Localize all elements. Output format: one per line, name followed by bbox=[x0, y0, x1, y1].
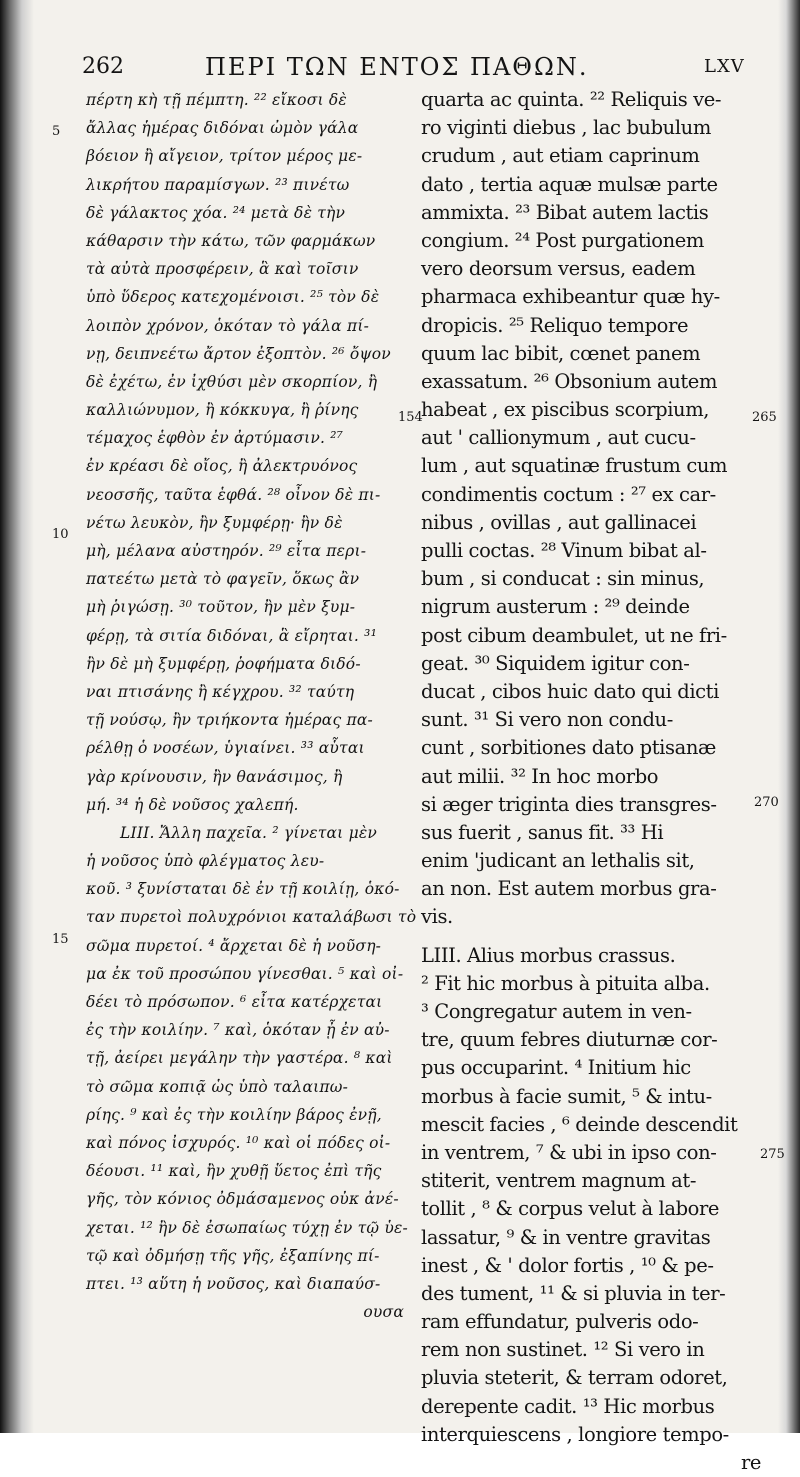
latin-line: pharmaca exhibeantur quæ hy- bbox=[421, 285, 720, 309]
latin-line: quarta ac quinta. ²² Reliquis ve- bbox=[421, 88, 722, 111]
latin-line: dropicis. ²⁵ Reliquo tempore bbox=[421, 313, 689, 337]
latin-line: lum , aut squatinæ frustum cum bbox=[421, 454, 728, 478]
latin-line: dato , tertia aquæ mulsæ parte bbox=[421, 172, 718, 196]
greek-catchword: ουσα bbox=[363, 1303, 404, 1322]
greek-line: μὴ, μέλανα αὐστηρόν. ²⁹ εἶτα περι- bbox=[86, 542, 367, 560]
latin-line: stiterit, ventrem magnum at- bbox=[421, 1169, 697, 1193]
greek-line: λικρήτου παραμίσγων. ²³ πινέτω bbox=[86, 175, 350, 194]
greek-line: νεοσσῆς, ταῦτα ἑφθά. ²⁸ οἶνον δὲ πι- bbox=[86, 485, 381, 504]
latin-line: condimentis coctum : ²⁷ ex car- bbox=[421, 482, 716, 506]
greek-line: νῃ, δειπνεέτω ἄρτον ἐξοπτὸν. ²⁶ ὄψον bbox=[86, 344, 391, 363]
latin-line: aut milii. ³² In hoc morbo bbox=[421, 764, 659, 788]
greek-line: γῆς, τὸν κόνιος ὀδμάσαμενος οὐκ ἀνέ- bbox=[86, 1190, 399, 1209]
greek-line: δέει τὸ πρόσωπον. ⁶ εἶτα κατέρχεται bbox=[86, 993, 383, 1011]
greek-line: δὲ ἐχέτω, ἐν ἰχθύσι μὲν σκορπίον, ἢ bbox=[86, 372, 378, 391]
greek-line: ἄλλας ἡμέρας διδόναι ὠμὸν γάλα bbox=[86, 119, 359, 138]
latin-line: vero deorsum versus, eadem bbox=[421, 257, 696, 281]
latin-line: inest , & ' dolor fortis , ¹⁰ & pe- bbox=[421, 1253, 714, 1277]
latin-margin-reference: 265 bbox=[752, 410, 777, 425]
greek-line: καὶ πόνος ἰσχυρός. ¹⁰ καὶ οἱ πόδες οἰ- bbox=[86, 1133, 391, 1152]
greek-line: χεται. ¹² ἢν δὲ ἐσωπαίως τύχῃ ἐν τῷ ὑε- bbox=[86, 1218, 408, 1237]
latin-line: des tument, ¹¹ & si pluvia in ter- bbox=[421, 1281, 726, 1305]
greek-line: βόειον ἢ αἴγειον, τρίτον μέρος με- bbox=[86, 147, 363, 166]
latin-line: pus occuparint. ⁴ Initium hic bbox=[421, 1056, 691, 1080]
latin-line: habeat , ex piscibus scorpium, bbox=[421, 398, 710, 422]
latin-line: enim 'judicant an lethalis sit, bbox=[421, 849, 695, 873]
latin-line: bum , si conducat : sin minus, bbox=[421, 567, 705, 591]
latin-line: pulli coctas. ²⁸ Vinum bibat al- bbox=[421, 539, 707, 562]
greek-line: δὲ γάλακτος χόα. ²⁴ μετὰ δὲ τὴν bbox=[86, 203, 346, 222]
greek-line: κοῦ. ³ ξυνίσταται δὲ ἐν τῇ κοιλίῃ, ὁκό- bbox=[86, 880, 400, 899]
latin-line: rem non sustinet. ¹² Si vero in bbox=[421, 1338, 705, 1362]
latin-text-column bbox=[421, 86, 761, 1477]
latin-line: vis. bbox=[421, 905, 453, 929]
latin-section-heading: LIII. Alius morbus crassus. bbox=[421, 943, 676, 967]
greek-line: ὑπὸ ὕδερος κατεχομένοισι. ²⁵ τὸν δὲ bbox=[86, 288, 380, 307]
latin-margin-reference: 275 bbox=[760, 1147, 785, 1162]
greek-line: ἐν κρέασι δὲ οἴος, ἢ ἀλεκτρυόνος bbox=[86, 457, 358, 476]
latin-line: nigrum austerum : ²⁹ deinde bbox=[421, 595, 690, 619]
latin-margin-reference: 270 bbox=[754, 795, 779, 810]
greek-line: ρέλθῃ ὁ νοσέων, ὑγιαίνει. ³³ αὗται bbox=[86, 739, 365, 758]
latin-line: post cibum deambulet, ut ne fri- bbox=[421, 623, 727, 647]
greek-line: τέμαχος ἑφθὸν ἐν ἀρτύμασιν. ²⁷ bbox=[86, 429, 344, 448]
page-edge-shadow bbox=[778, 0, 800, 1433]
latin-line: in ventrem, ⁷ & ubi in ipso con- bbox=[421, 1140, 717, 1164]
greek-line: κάθαρσιν τὴν κάτω, τῶν φαρμάκων bbox=[86, 231, 376, 250]
latin-line: lassatur, ⁹ & in ventre gravitas bbox=[421, 1225, 711, 1249]
latin-line: derepente cadit. ¹³ Hic morbus bbox=[421, 1394, 715, 1418]
latin-line: an non. Est autem morbus gra- bbox=[421, 877, 717, 901]
greek-line: γὰρ κρίνουσιν, ἢν θανάσιμος, ἢ bbox=[86, 767, 343, 786]
latin-line: nibus , ovillas , aut gallinacei bbox=[421, 510, 697, 534]
book-spine-shadow bbox=[0, 0, 34, 1433]
latin-line: si æger triginta dies transgres- bbox=[421, 792, 717, 816]
greek-line: πτει. ¹³ αὕτη ἡ νοῦσος, καὶ διαπαύσ- bbox=[86, 1274, 381, 1293]
latin-line: ammixta. ²³ Bibat autem lactis bbox=[421, 200, 709, 224]
greek-line: τῷ καὶ ὀδμήσῃ τῆς γῆς, ἐξαπίνης πί- bbox=[86, 1246, 380, 1265]
page-number: 262 bbox=[82, 54, 124, 79]
greek-line: ναι πτισάνης ἢ κέγχρου. ³² ταύτη bbox=[86, 682, 355, 701]
latin-line: morbus à facie sumit, ⁵ & intu- bbox=[421, 1084, 712, 1108]
section-numeral: LXV bbox=[704, 56, 745, 77]
greek-line: μή. ³⁴ ἡ δὲ νοῦσος χαλεπή. bbox=[86, 795, 299, 814]
greek-line: πατεέτω μετὰ τὸ φαγεῖν, ὅκως ἂν bbox=[86, 570, 360, 589]
latin-line: sunt. ³¹ Si vero non condu- bbox=[421, 708, 673, 732]
latin-line: crudum , aut etiam caprinum bbox=[421, 144, 700, 168]
latin-catchword: re bbox=[740, 1451, 761, 1474]
latin-line: interquiescens , longiore tempo- bbox=[421, 1422, 729, 1446]
latin-line: ² Fit hic morbus à pituita alba. bbox=[421, 971, 710, 995]
greek-line: πέρτη κὴ τῇ πέμπτη. ²² εἴκοσι δὲ bbox=[86, 91, 347, 109]
greek-line: καλλιώνυμον, ἢ κόκκυγα, ἢ ῥίνης bbox=[86, 401, 359, 420]
greek-line: λοιπὸν χρόνον, ὁκόταν τὸ γάλα πί- bbox=[86, 316, 370, 335]
greek-line: τῇ, ἀείρει μεγάλην τὴν γαστέρα. ⁸ καὶ bbox=[86, 1049, 393, 1068]
greek-line: μα ἐκ τοῦ προσώπου γίνεσθαι. ⁵ καὶ οἰ- bbox=[86, 964, 404, 983]
greek-line: σῶμα πυρετοί. ⁴ ἄρχεται δὲ ἡ νοῦση- bbox=[86, 936, 382, 955]
latin-line: sus fuerit , sanus fit. ³³ Hi bbox=[421, 820, 664, 844]
latin-line: ro viginti diebus , lac bubulum bbox=[421, 116, 711, 140]
greek-margin-reference: 154 bbox=[398, 410, 423, 425]
line-number-5: 5 bbox=[52, 124, 61, 139]
latin-line: cunt , sorbitiones dato ptisanæ bbox=[421, 736, 716, 760]
latin-line: tollit , ⁸ & corpus velut à labore bbox=[421, 1197, 720, 1221]
greek-line: τῇ νούσῳ, ἢν τριήκοντα ἡμέρας πα- bbox=[86, 711, 373, 730]
greek-line: φέρῃ, τὰ σιτία διδόναι, ἃ εἴρηται. ³¹ bbox=[86, 626, 377, 645]
running-title: ΠΕΡΙ ΤΩΝ ΕΝΤΟΣ ΠΑΘΩΝ. bbox=[205, 53, 589, 81]
latin-line: pluvia steterit, & terram odoret, bbox=[421, 1366, 728, 1390]
greek-line: ἐς τὴν κοιλίην. ⁷ καὶ, ὁκόταν ᾖ ἐν αὐ- bbox=[86, 1021, 390, 1040]
greek-line: τὰ αὐτὰ προσφέρειν, ἃ καὶ τοῖσιν bbox=[86, 260, 359, 279]
greek-line: ταν πυρετοὶ πολυχρόνιοι καταλάβωσι τὸ bbox=[86, 908, 417, 927]
greek-line: ἡ νοῦσος ὑπὸ φλέγματος λευ- bbox=[86, 852, 325, 871]
latin-line: exassatum. ²⁶ Obsonium autem bbox=[421, 369, 718, 393]
greek-line: νέτω λευκὸν, ἢν ξυμφέρῃ· ἢν δὲ bbox=[86, 513, 343, 532]
greek-line: τὸ σῶμα κοπιᾷ ὡς ὑπὸ ταλαιπω- bbox=[86, 1077, 349, 1096]
line-number-15: 15 bbox=[52, 932, 69, 947]
latin-line: ducat , cibos huic dato qui dicti bbox=[421, 679, 719, 703]
latin-line: quum lac bibit, cœnet panem bbox=[421, 341, 701, 365]
greek-section-heading: LIII. Ἄλλη παχεῖα. ² γίνεται μὲν bbox=[120, 823, 377, 842]
latin-line: ³ Congregatur autem in ven- bbox=[421, 1000, 692, 1023]
latin-line: aut ' callionymum , aut cucu- bbox=[421, 426, 696, 450]
latin-line: tre, quum febres diuturnæ cor- bbox=[421, 1028, 718, 1052]
latin-line: congium. ²⁴ Post purgationem bbox=[421, 228, 705, 252]
latin-line: ram effundatur, pulveris odo- bbox=[421, 1310, 699, 1334]
latin-line: geat. ³⁰ Siquidem igitur con- bbox=[421, 651, 690, 675]
greek-line: ἢν δὲ μὴ ξυμφέρῃ, ῥοφήματα διδό- bbox=[86, 654, 361, 673]
greek-line: δέουσι. ¹¹ καὶ, ἢν χυθῇ ὕετος ἐπὶ τῆς bbox=[86, 1162, 382, 1181]
greek-line: ρίης. ⁹ καὶ ἐς τὴν κοιλίην βάρος ἐνῇ, bbox=[86, 1105, 382, 1124]
line-number-10: 10 bbox=[52, 527, 69, 542]
greek-line: μὴ ῥιγώσῃ. ³⁰ τοῦτον, ἢν μὲν ξυμ- bbox=[86, 598, 356, 617]
latin-line: mescit facies , ⁶ deinde descendit bbox=[421, 1112, 738, 1136]
